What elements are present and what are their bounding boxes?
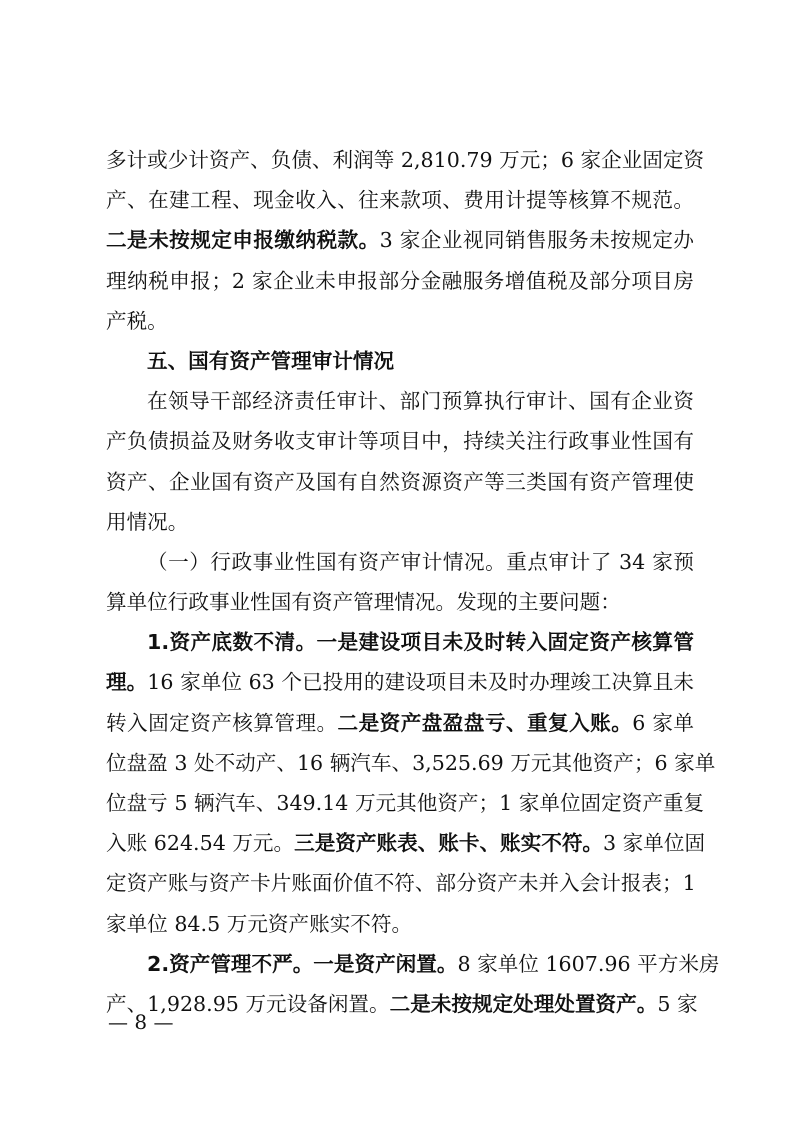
text-run: 3 家企业视同销售服务未按规定办: [379, 228, 695, 253]
paragraph: [106, 622, 716, 944]
text-run: 产税。: [106, 308, 168, 333]
text-line: [106, 220, 694, 260]
text-run: 5 家: [657, 991, 698, 1016]
page-number: — 8 —: [108, 1010, 174, 1034]
text-line: [106, 180, 694, 220]
text-line: [106, 421, 694, 461]
bold-text-run: 二是未按规定处理处置资产。: [389, 991, 658, 1016]
text-line: [106, 261, 694, 301]
text-line: [106, 984, 698, 1024]
text-run: 位盘盈 3 处不动产、16 辆汽车、3,525.69 万元其他资产；6 家单: [106, 750, 716, 775]
bold-text-run: 三是资产账表、账卡、账实不符。: [294, 831, 604, 856]
bold-text-run: 1.资产底数不清。一是建设项目未及时转入固定资产核算管: [147, 630, 694, 655]
text-run: 产负债损益及财务收支审计等项目中，持续关注行政事业性国有: [106, 429, 694, 454]
text-run: 多计或少计资产、负债、利润等 2,810.79 万元；6 家企业固定资: [106, 148, 705, 172]
paragraph: [106, 381, 694, 542]
text-line: [106, 662, 694, 702]
paragraph: [106, 542, 694, 622]
text-run: 转入固定资产核算管理。: [106, 710, 338, 735]
text-run: （一）行政事业性国有资产审计情况。重点审计了 34 家预: [147, 549, 694, 574]
text-line: [106, 140, 705, 180]
text-run: 算单位行政事业性国有资产管理情况。发现的主要问题：: [106, 590, 621, 615]
text-line: [106, 301, 694, 341]
paragraph: [106, 140, 705, 341]
bold-text-run: 二是资产盘盈盘亏、重复入账。: [337, 710, 633, 735]
text-line: [106, 823, 706, 863]
text-line: [106, 783, 705, 823]
text-line: [106, 743, 716, 783]
text-run: 资产、企业国有资产及国有自然资源资产等三类国有资产管理使: [106, 469, 694, 494]
text-run: 五、国有资产管理审计情况: [147, 348, 395, 373]
text-line: [106, 904, 694, 944]
text-run: 3 家单位固: [603, 831, 706, 856]
text-line: [106, 542, 694, 582]
text-line: [106, 863, 694, 903]
text-line: [106, 502, 694, 542]
text-line: [106, 944, 720, 984]
text-run: 16 家单位 63 个已投用的建设项目未及时办理竣工决算且未: [147, 670, 695, 695]
text-line: [106, 381, 694, 421]
bold-text-run: 二是未按规定申报缴纳税款。: [106, 228, 380, 253]
text-line: [106, 462, 694, 502]
text-line: [106, 622, 694, 662]
text-line: [106, 341, 694, 381]
text-run: 家单位 84.5 万元资产账实不符。: [106, 911, 413, 936]
bold-text-run: 理。: [106, 670, 148, 695]
text-run: 用情况。: [106, 509, 189, 534]
text-run: 产、1,928.95 万元设备闲置。: [106, 991, 390, 1016]
text-line: [106, 582, 694, 622]
document-body: [106, 140, 720, 1024]
paragraph: [106, 944, 720, 1024]
text-run: 理纳税申报；2 家企业未申报部分金融服务增值税及部分项目房: [106, 268, 694, 293]
text-line: [106, 703, 694, 743]
section-heading: [106, 341, 694, 381]
text-run: 定资产账与资产卡片账面价值不符、部分资产未并入会计报表；1: [106, 871, 696, 896]
text-run: 产、在建工程、现金收入、往来款项、费用计提等核算不规范。: [106, 188, 694, 213]
text-run: 位盘亏 5 辆汽车、349.14 万元其他资产；1 家单位固定资产重复: [106, 791, 705, 815]
text-run: 入账 624.54 万元。: [106, 831, 295, 856]
text-run: 8 家单位 1607.96 平方米房: [457, 951, 720, 976]
bold-text-run: 2.资产管理不严。一是资产闲置。: [147, 951, 458, 976]
text-run: 6 家单: [632, 710, 694, 735]
text-run: 在领导干部经济责任审计、部门预算执行审计、国有企业资: [147, 389, 694, 414]
